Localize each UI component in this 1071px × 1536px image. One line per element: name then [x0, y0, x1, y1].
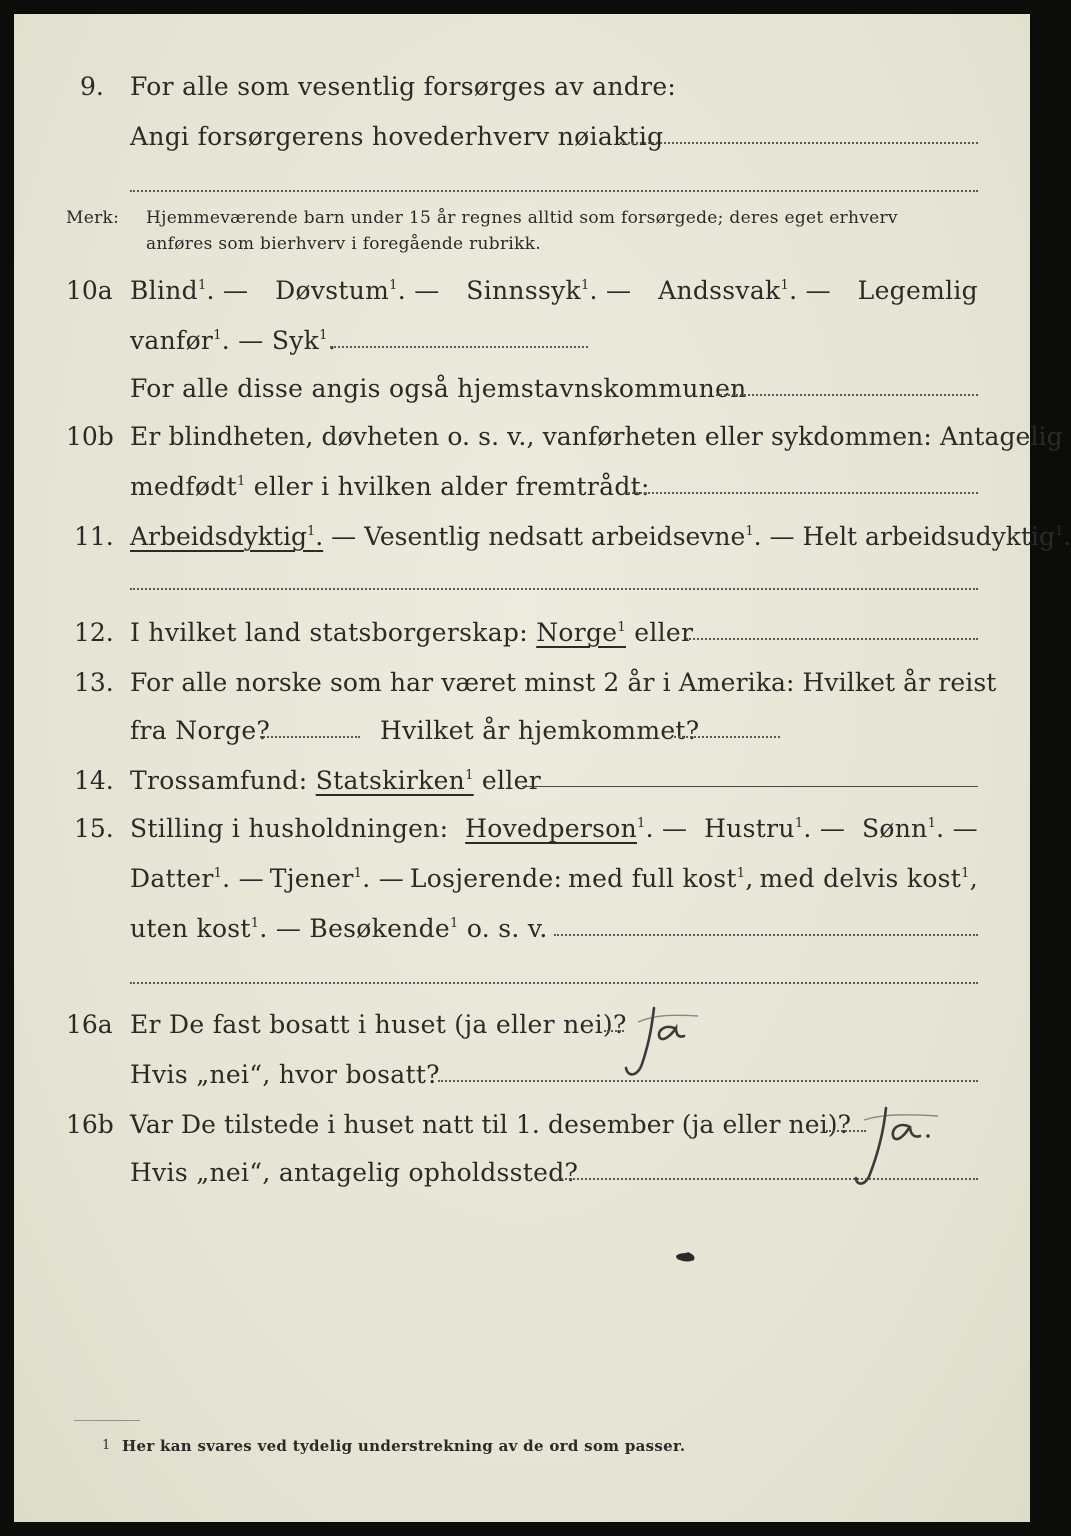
q11-arbeidsdyktig-underlined: Arbeidsdyktig$^1$. — [130, 522, 324, 551]
q13-line1: For alle norske som har været minst 2 år i Amerika: Hvilket år reist — [130, 668, 997, 697]
q10a-blind: Blind — [130, 276, 198, 305]
q13-line2b: Hvilket år hjemkommet? — [380, 716, 700, 745]
q14-number: 14. — [74, 766, 114, 795]
q15-answer-line[interactable] — [554, 934, 978, 936]
q9-answer-line[interactable] — [620, 142, 978, 144]
q10a-legemlig: Legemlig — [857, 276, 978, 305]
q16b-line2: Hvis „nei“, antagelig opholdssted? — [130, 1158, 579, 1187]
q10a-hjemstavn-answer-line[interactable] — [716, 394, 978, 396]
q15-line1: Stilling i husholdningen: Hovedperson$^1$. — Hustru$^1$. — Sønn$^1$. — — [130, 814, 978, 843]
merk-line1: Hjemmeværende barn under 15 år regnes alltid som forsørgede; deres eget erhverv — [146, 208, 898, 228]
q11-number: 11. — [74, 522, 114, 551]
q16a-line2: Hvis „nei“, hvor bosatt? — [130, 1060, 440, 1089]
ink-blot — [674, 1250, 698, 1264]
q10b-answer-line[interactable] — [624, 492, 978, 494]
q9-line2: Angi forsørgerens hovederhverv nøiaktig — [130, 122, 664, 151]
q10a-number: 10a — [66, 276, 113, 305]
q16b-number: 16b — [66, 1110, 114, 1139]
q16a-handwritten-answer — [612, 994, 722, 1084]
q10a-vanfor: vanfør — [130, 326, 214, 355]
q15-line2: Datter$^1$. — Tjener$^1$. — Losjerende: med full kost$^1$, med delvis kost$^1$, — [130, 864, 978, 893]
q11-answer-line[interactable] — [130, 588, 978, 590]
q11-line: Arbeidsdyktig$^1$. — Vesentlig nedsatt arbeidsevne$^1$. — Helt arbeidsudyktig$^1$. — [130, 522, 1071, 551]
q14-answer-line[interactable] — [522, 786, 978, 787]
q14-line: Trossamfund: Statskirken$^1$ eller — [130, 766, 541, 795]
footnote-mark: 1 — [102, 1438, 111, 1453]
q16a-answer-line[interactable] — [604, 1030, 624, 1032]
q10b-line1: Er blindheten, døvheten o. s. v., vanførheten eller sykdommen: Antagelig — [130, 422, 1063, 451]
merk-line2: anføres som bierhverv i foregående rubrikk. — [146, 234, 542, 254]
q10a-line3: For alle disse angis også hjemstavnskommunen — [130, 374, 747, 403]
q9-number: 9. — [80, 72, 104, 101]
q12-line: I hvilket land statsborgerskap: Norge$^1$ eller — [130, 618, 694, 647]
q16b-opholdssted-answer-line[interactable] — [558, 1178, 978, 1180]
q9-line1: For alle som vesentlig forsørges av andre: — [130, 72, 677, 101]
q10a-syk-answer-line[interactable] — [330, 346, 588, 348]
q15-number: 15. — [74, 814, 114, 843]
svg-text:ja.: ja. — [834, 1094, 836, 1095]
q10a-andssvak: Andssvak — [658, 276, 781, 305]
q14-statskirken-underlined: Statskirken$^1$ — [315, 766, 474, 795]
q13-reist-answer-line[interactable] — [260, 736, 360, 738]
q10b-line2: medfødt$^1$ eller i hvilken alder fremtrådt: — [130, 472, 650, 501]
q12-answer-line[interactable] — [686, 638, 978, 640]
footnote-text: Her kan svares ved tydelig understrekning av de ord som passer. — [122, 1437, 686, 1455]
q16a-line1: Er De fast bosatt i huset (ja eller nei)? — [130, 1010, 627, 1039]
q10a-syk: Syk — [271, 326, 320, 355]
q16a-number: 16a — [66, 1010, 113, 1039]
svg-text:ja: ja — [612, 994, 613, 995]
census-form-page — [14, 14, 1071, 1522]
q13-number: 13. — [74, 668, 114, 697]
q12-number: 12. — [74, 618, 114, 647]
q15-line3: uten kost$^1$. — Besøkende$^1$ o. s. v. — [130, 914, 548, 943]
q16a-bosatt-answer-line[interactable] — [438, 1080, 978, 1082]
q10a-sinnssyk: Sinnssyk — [466, 276, 581, 305]
q10b-number: 10b — [66, 422, 114, 451]
q15-answer-line-2[interactable] — [130, 982, 978, 984]
q10a-line1: Blind$^1$. — Døvstum$^1$. — Sinnssyk$^1$. — Andssvak$^1$. — Legemlig — [130, 276, 978, 305]
q9-answer-line-2[interactable] — [130, 190, 978, 192]
q15-hovedperson-underlined: Hovedperson — [465, 814, 637, 843]
q12-norge-underlined: Norge$^1$ — [536, 618, 626, 647]
merk-label: Merk: — [66, 208, 120, 228]
q16b-line1: Var De tilstede i huset natt til 1. desember (ja eller nei)? — [130, 1110, 852, 1139]
q13-hjemkommet-answer-line[interactable] — [674, 736, 780, 738]
q13-line2a: fra Norge? — [130, 716, 271, 745]
footnote-rule — [74, 1420, 140, 1421]
q16b-answer-line[interactable] — [826, 1130, 866, 1132]
q10a-dovstum: Døvstum — [275, 276, 390, 305]
q10a-line2: vanfør$^1$. — Syk$^1$. — [130, 326, 336, 355]
